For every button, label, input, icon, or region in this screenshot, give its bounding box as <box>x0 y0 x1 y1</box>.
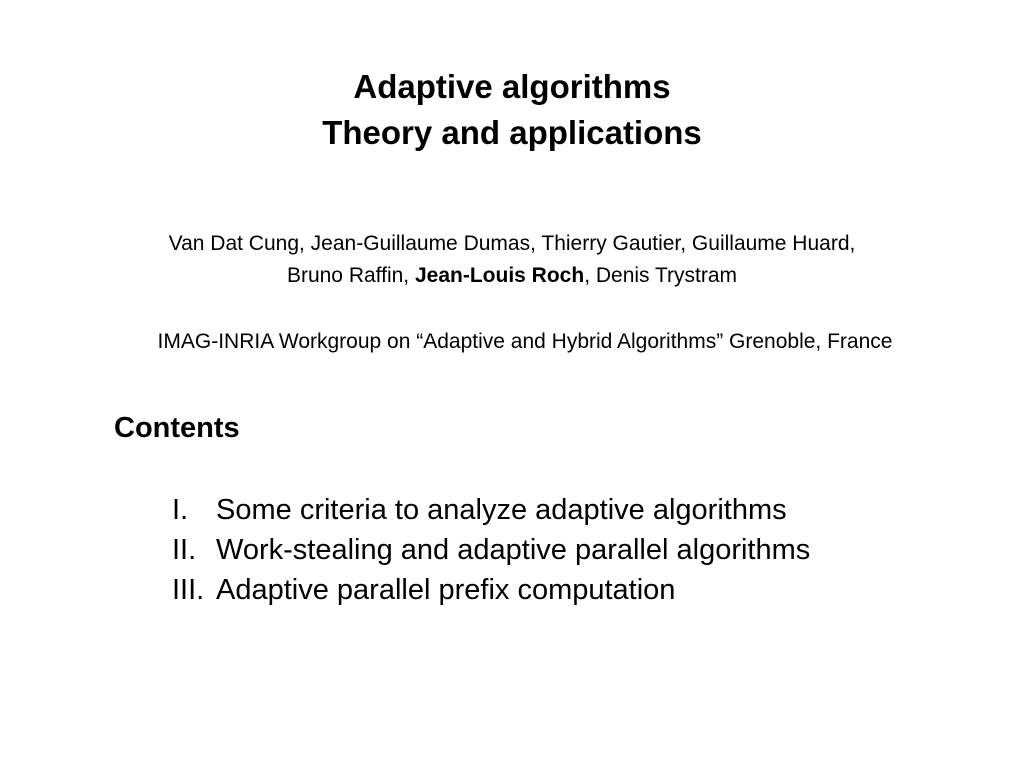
contents-item-text: Some criteria to analyze adaptive algorithms <box>216 494 787 526</box>
contents-item-number: III. <box>172 574 205 606</box>
contents-item <box>172 570 810 610</box>
slide-title <box>0 64 1024 156</box>
authors-line-2-start: Bruno Raffin, <box>286 264 415 287</box>
title-line-1: Adaptive algorithms <box>353 68 671 105</box>
contents-item-number: II. <box>172 534 197 566</box>
contents-heading: Contents <box>114 412 240 444</box>
author-list <box>40 228 984 292</box>
title-line-2: Theory and applications <box>322 114 702 151</box>
affiliation: IMAG-INRIA Workgroup on “Adaptive and Hybrid Algorithms” Grenoble, France <box>157 330 893 353</box>
contents-item <box>172 490 810 530</box>
highlighted-author: Jean-Louis Roch <box>414 264 585 287</box>
authors-line-1: Van Dat Cung, Jean-Guillaume Dumas, Thierry Gautier, Guillaume Huard, <box>168 232 856 255</box>
contents-item <box>172 530 810 570</box>
contents-item-number: I. <box>172 494 189 526</box>
contents-list <box>172 490 810 610</box>
authors-line-2-end: , Denis Trystram <box>584 264 738 287</box>
contents-item-text: Adaptive parallel prefix computation <box>216 574 676 606</box>
authors-line-2 <box>40 260 984 292</box>
contents-item-text: Work-stealing and adaptive parallel algorithms <box>216 534 811 566</box>
